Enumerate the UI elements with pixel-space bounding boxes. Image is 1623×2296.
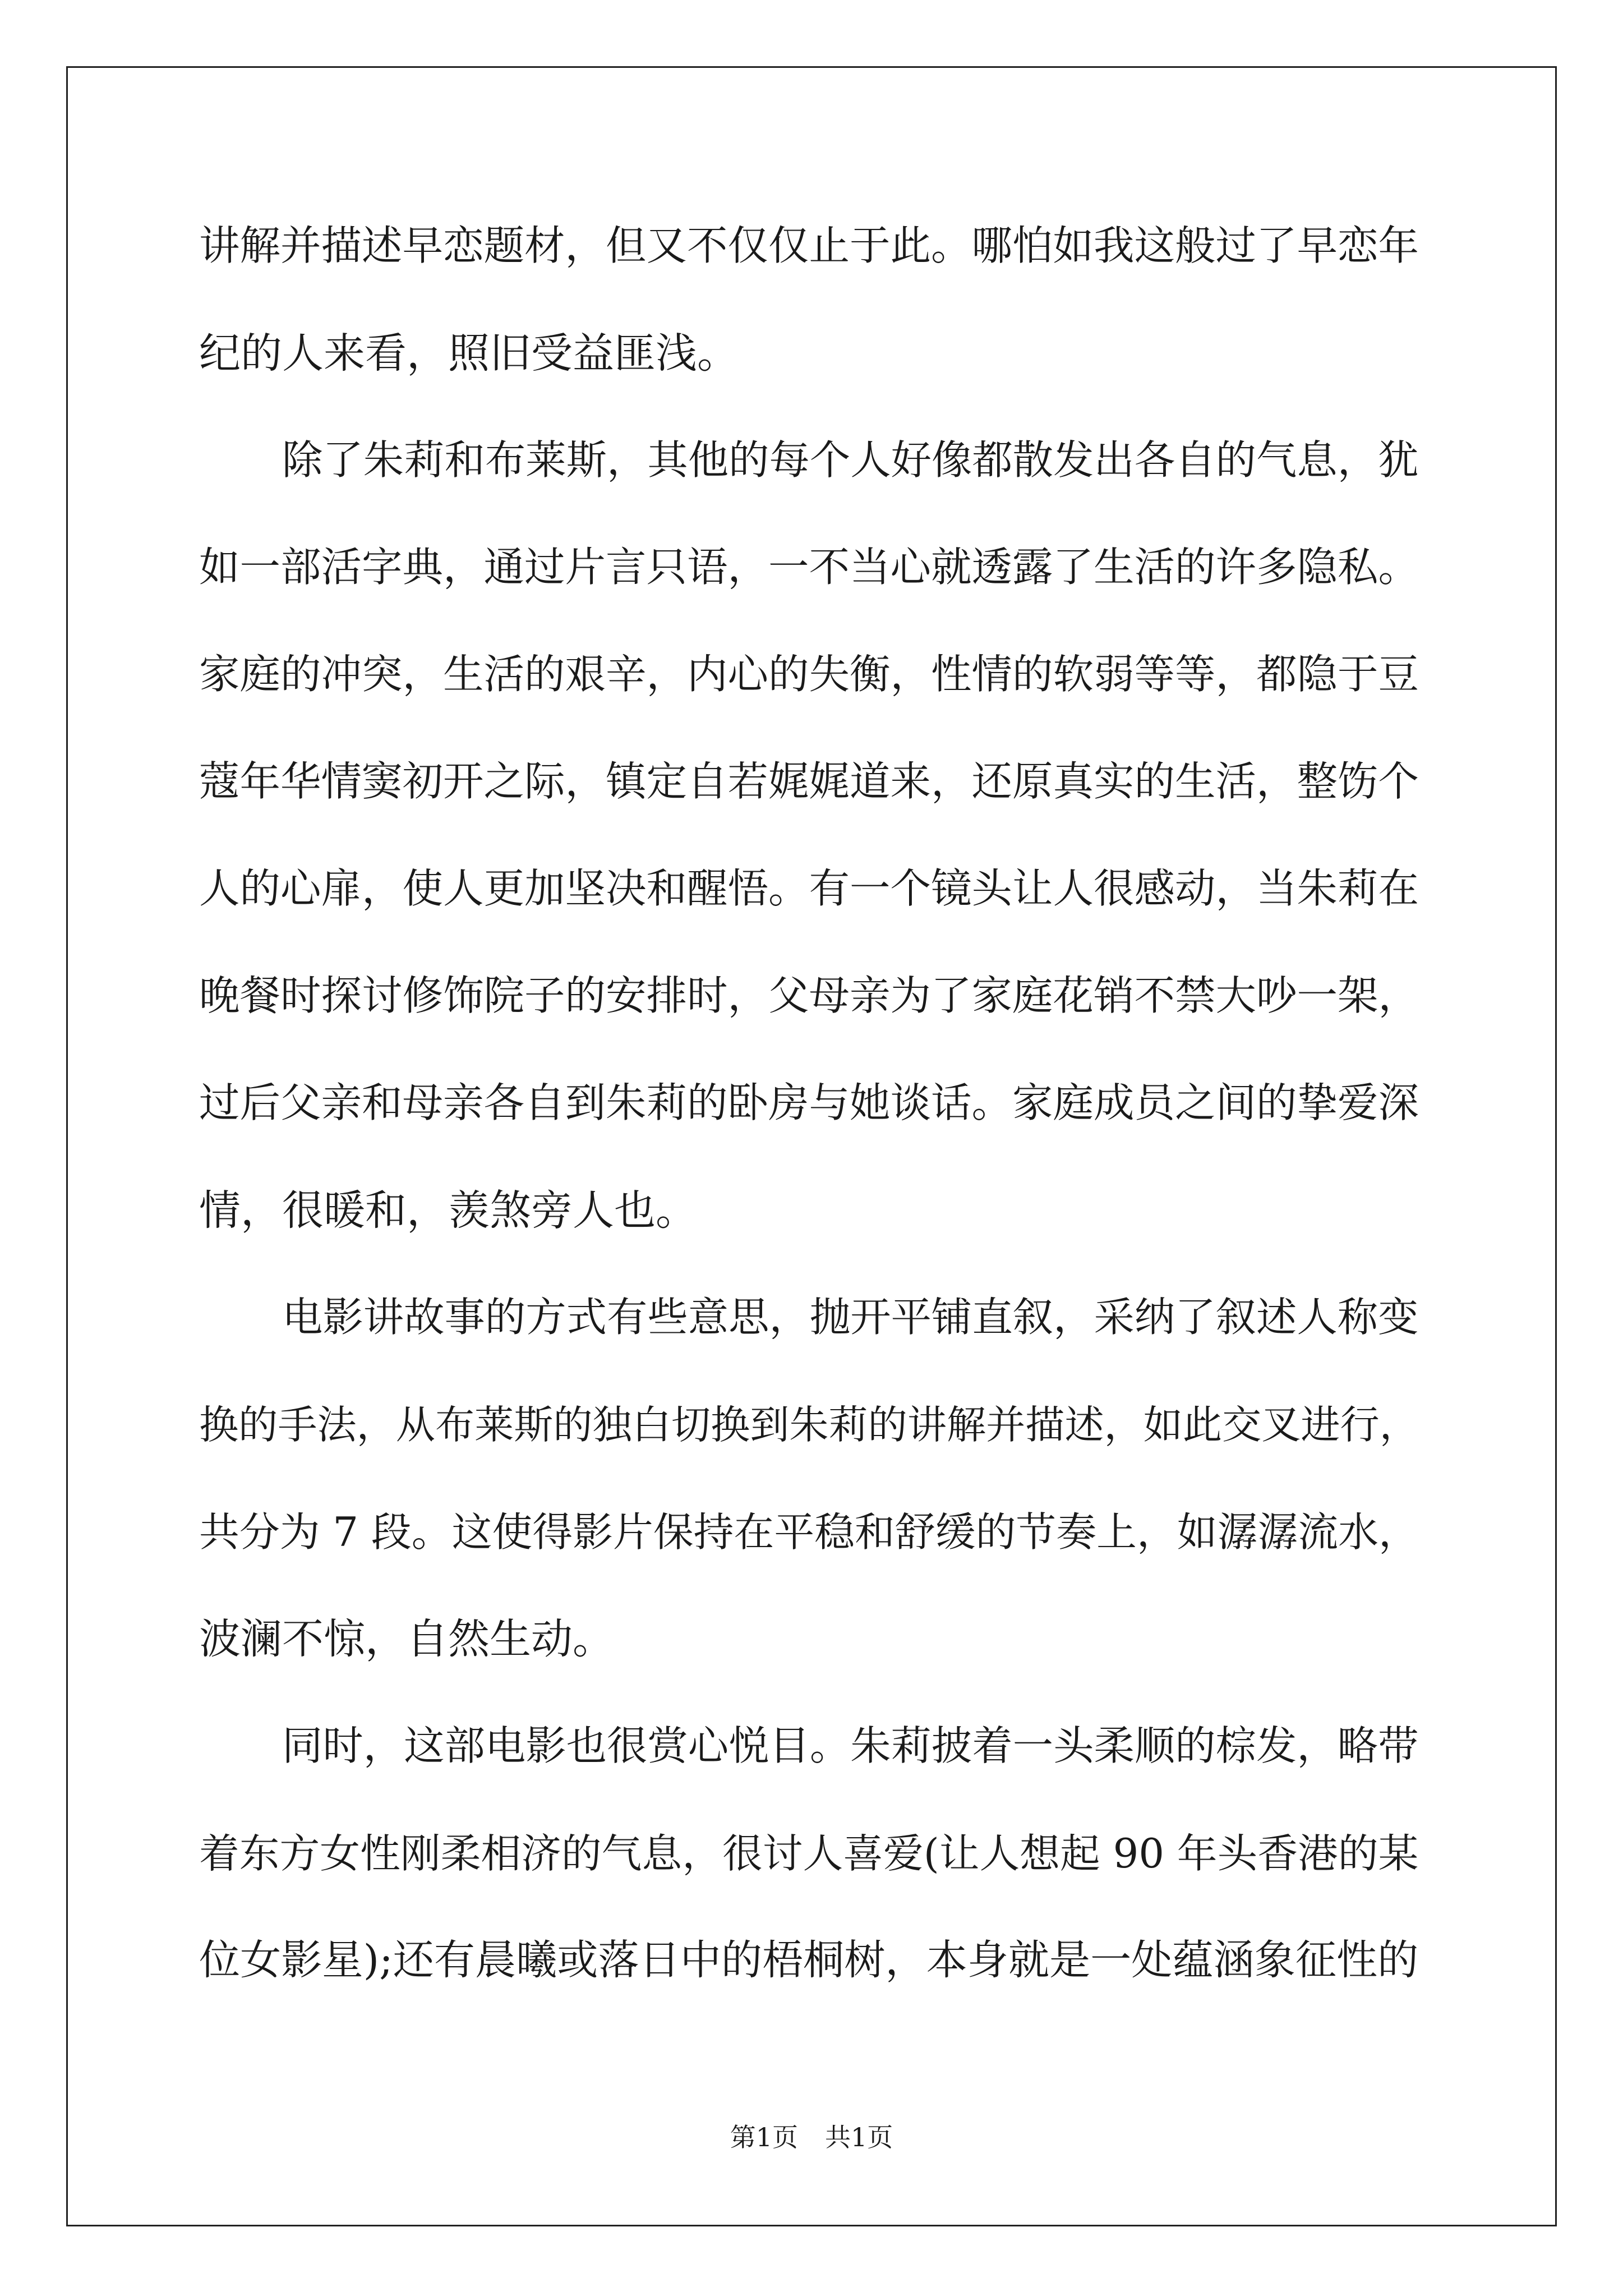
text-line: 换的手法，从布莱斯的独白切换到朱莉的讲解并描述，如此交叉进行， [199,1402,1419,1448]
text-line: 共分为 7 段。这使得影片保持在平稳和舒缓的节奏上，如潺潺流水， [199,1508,1419,1556]
text-line: 着东方女性刚柔相济的气息，很讨人喜爱(让人想起 90 年头香港的某 [199,1830,1419,1877]
page-number: 第1页 [730,2122,798,2152]
text-line: 人的心扉，使人更加坚决和醒悟。有一个镜头让人很感动，当朱莉在 [199,866,1419,913]
page-total: 共1页 [825,2122,893,2152]
text-line: 纪的人来看，照旧受益匪浅。 [199,329,739,378]
text-line: 过后父亲和母亲各自到朱莉的卧房与她谈话。家庭成员之间的挚爱深 [199,1080,1419,1127]
document-body [199,213,1419,2035]
text-line: 情，很暖和，羡煞旁人也。 [199,1186,697,1235]
text-line: 位女影星);还有晨曦或落日中的梧桐树，本身就是一处蕴涵象征性的 [199,1936,1419,1984]
paragraph-start-line: 除了朱莉和布莱斯，其他的每个人好像都散发出各自的气息，犹 [282,437,1419,484]
text-line: 家庭的冲突，生活的艰辛，内心的失衡，性情的软弱等等，都隐于豆 [199,651,1419,698]
text-line: 如一部活字典，通过片言只语，一不当心就透露了生活的许多隐私。 [199,544,1419,591]
text-line: 蔻年华情窦初开之际，镇定自若娓娓道来，还原真实的生活，整饬个 [199,758,1419,806]
text-line: 讲解并描述早恋题材，但又不仅仅止于此。哪怕如我这般过了早恋年 [199,223,1419,270]
text-line: 波澜不惊，自然生动。 [199,1615,614,1663]
paragraph-start-line: 电影讲故事的方式有些意思，抛开平铺直叙，采纳了叙述人称变 [282,1294,1419,1341]
page-footer [0,2120,1623,2154]
text-line: 晚餐时探讨修饰院子的安排时，父母亲为了家庭花销不禁大吵一架， [199,973,1419,1020]
paragraph-start-line: 同时，这部电影也很赏心悦目。朱莉披着一头柔顺的棕发，略带 [282,1723,1419,1770]
